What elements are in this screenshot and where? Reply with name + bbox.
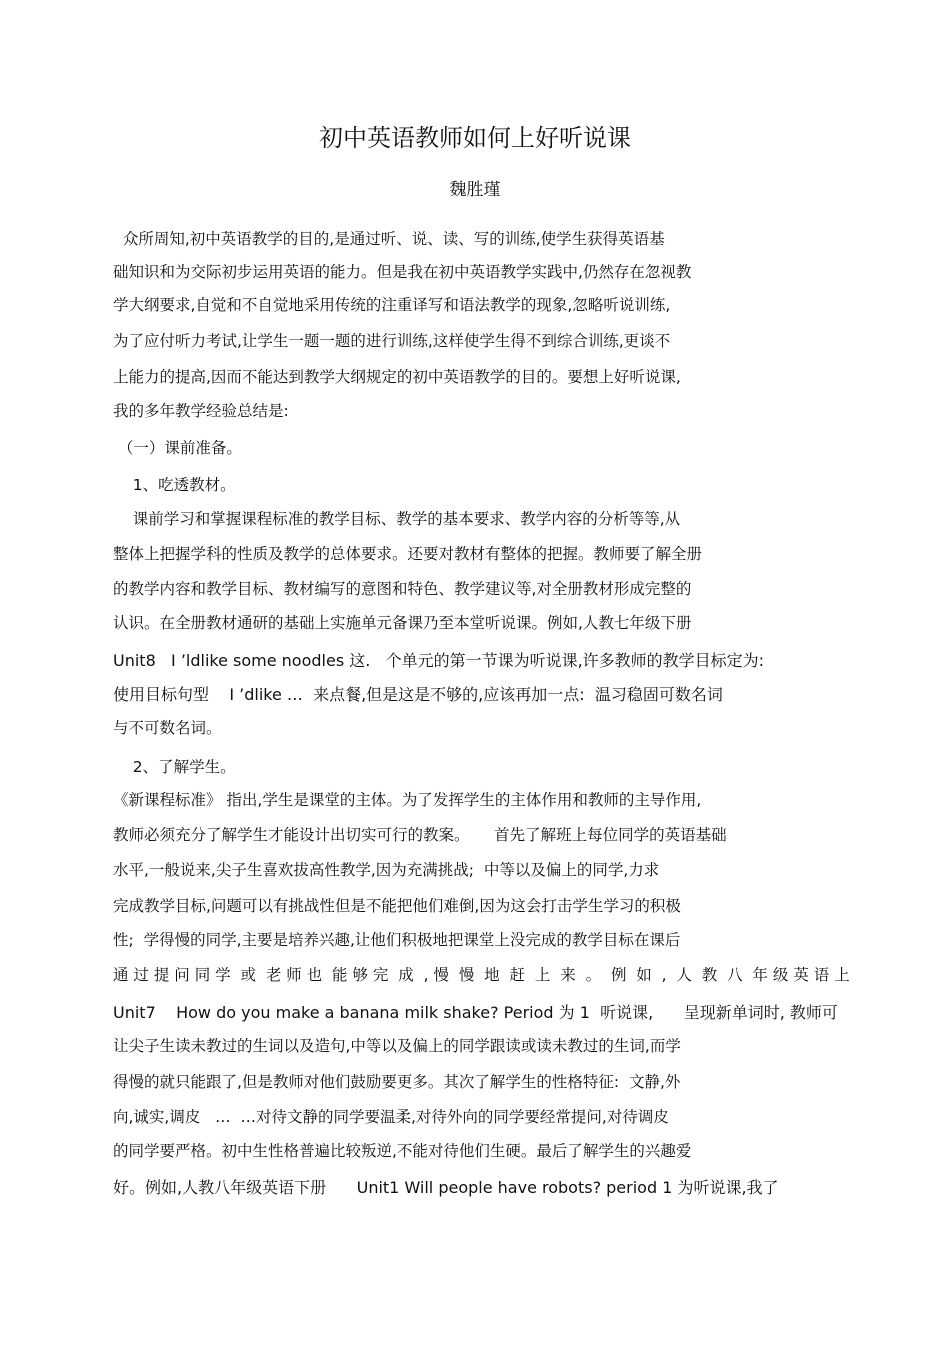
body-line: 性; 学得慢的同学,主要是培养兴趣,让他们积极地把课堂上没完成的教学目标在课后 <box>113 931 681 949</box>
document-author: 魏胜瑾 <box>449 180 501 200</box>
body-line: 的教学内容和教学目标、教材编写的意图和特色、教学建议等,对全册教材形成完整的 <box>113 580 692 598</box>
body-line: 我的多年教学经验总结是: <box>113 402 289 420</box>
body-line: 教师必须充分了解学生才能设计出切实可行的教案。 首先了解班上每位同学的英语基础 <box>113 826 727 844</box>
body-line: 认识。在全册教材通研的基础上实施单元备课乃至本堂听说课。例如,人教七年级下册 <box>113 614 692 632</box>
body-line: 水平,一般说来,尖子生喜欢拔高性教学,因为充满挑战; 中等以及偏上的同学,力求 <box>113 861 660 879</box>
subsection-heading: 1、吃透教材。 <box>113 476 236 494</box>
section-heading: （一）课前准备。 <box>113 439 242 457</box>
body-line: 上能力的提高,因而不能达到教学大纲规定的初中英语教学的目的。要想上好听说课, <box>113 368 681 386</box>
body-line: 与不可数名词。 <box>113 719 222 737</box>
body-line: 的同学要严格。初中生性格普遍比较叛逆,不能对待他们生硬。最后了解学生的兴趣爱 <box>113 1142 692 1160</box>
body-line: Unit7 How do you make a banana milk shake? Period 为 1 听说课, 呈现新单词时, 教师可 <box>113 1003 838 1022</box>
body-line: 《新课程标准》 指出,学生是课堂的主体。为了发挥学生的主体作用和教师的主导作用, <box>113 791 702 809</box>
body-line: 础知识和为交际初步运用英语的能力。但是我在初中英语教学实践中,仍然存在忽视教 <box>113 263 692 281</box>
body-line: Unit8 I ’ldlike some noodles 这. 个单元的第一节课为听说课,许多教师的教学目标定为: <box>113 651 765 670</box>
body-line: 向,诚实,调皮 … …对待文静的同学要温柔,对待外向的同学要经常提问,对待调皮 <box>113 1108 669 1126</box>
body-line: 得慢的就只能跟了,但是教师对他们鼓励要更多。其次了解学生的性格特征: 文静,外 <box>113 1073 681 1091</box>
body-line: 课前学习和掌握课程标准的教学目标、教学的基本要求、教学内容的分析等等,从 <box>113 510 681 528</box>
body-line: 好。例如,人教八年级英语下册 Unit1 Will people have robots? period 1 为听说课,我了 <box>113 1178 779 1197</box>
body-line: 众所周知,初中英语教学的目的,是通过听、说、读、写的训练,使学生获得英语基 <box>113 230 665 248</box>
body-line: 为了应付听力考试,让学生一题一题的进行训练,这样使学生得不到综合训练,更谈不 <box>113 332 671 350</box>
body-line: 使用目标句型 I ’dlike … 来点餐,但是这是不够的,应该再加一点: 温习稳固可数名词 <box>113 685 723 704</box>
body-line: 通 过 提 问 同 学 或 老 师 也 能 够 完 成 , 慢 慢 地 赶 上 来 。 例 如 , 人 教 八 年 级 英 语 上 <box>113 966 850 984</box>
body-line: 让尖子生读未教过的生词以及造句,中等以及偏上的同学跟读或读未教过的生词,而学 <box>113 1037 681 1055</box>
body-line: 学大纲要求,自觉和不自觉地采用传统的注重译写和语法教学的现象,忽略听说训练, <box>113 296 671 314</box>
document-title: 初中英语教师如何上好听说课 <box>319 124 631 152</box>
body-line: 完成教学目标,问题可以有挑战性但是不能把他们难倒,因为这会打击学生学习的积极 <box>113 897 681 915</box>
body-line: 整体上把握学科的性质及教学的总体要求。还要对教材有整体的把握。教师要了解全册 <box>113 545 703 563</box>
subsection-heading: 2、了解学生。 <box>113 758 236 776</box>
